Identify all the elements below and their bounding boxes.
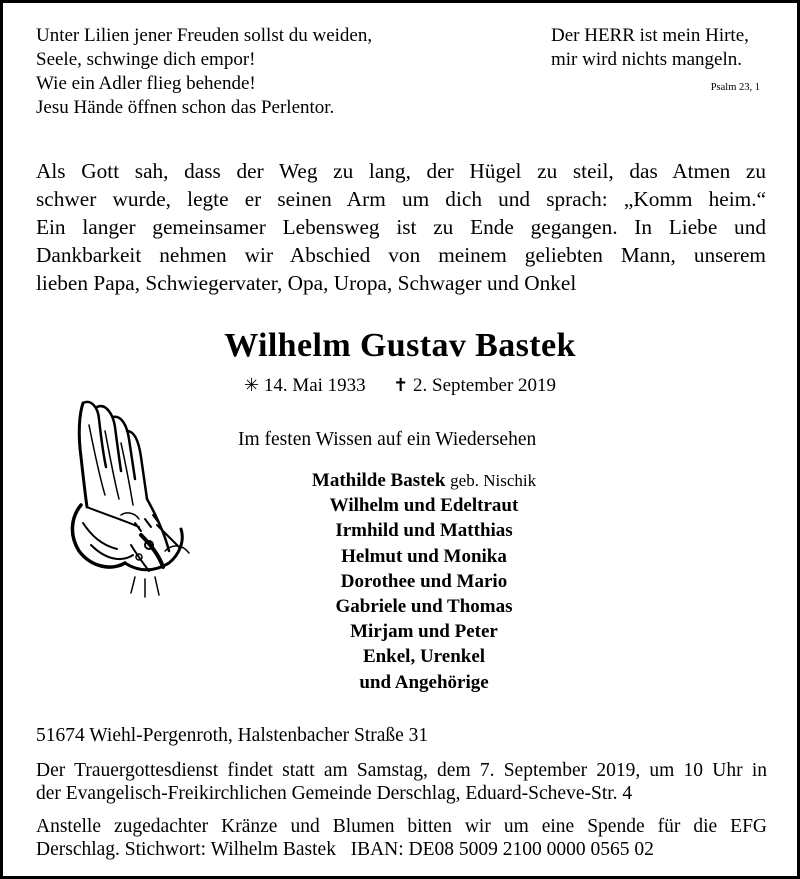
list-item: Enkel, Urenkel — [362, 646, 486, 668]
list-item: Wilhelm und Edeltraut — [329, 495, 519, 517]
poem-line: Jesu Hände öffnen schon das Perlentor. — [36, 97, 335, 118]
mourners-heading: Im festen Wissen auf ein Wiedersehen — [238, 429, 537, 450]
life-dates — [3, 375, 797, 397]
list-item: Mirjam und Peter — [350, 621, 498, 643]
poem-line: Unter Lilien jener Freuden sollst du weiden, — [36, 25, 373, 46]
mourners-list — [233, 468, 615, 695]
widow-name: Mathilde Bastek — [311, 470, 446, 491]
deceased-name: Wilhelm Gustav Bastek — [224, 327, 576, 364]
list-item — [233, 468, 615, 493]
psalm-line: Der HERR ist mein Hirte, — [551, 25, 749, 46]
intro-line: Dankbarkeit nehmen wir Abschied von meinem geliebten Mann, unserem — [36, 243, 766, 267]
psalm-quote — [551, 24, 749, 72]
psalm-line: mir wird nichts mangeln. — [551, 49, 743, 70]
death-date: 2. September 2019 — [413, 375, 557, 396]
poem-line: Wie ein Adler flieg behende! — [36, 73, 256, 94]
birth-star-icon: ✳ — [243, 375, 260, 396]
donation-info — [36, 815, 767, 861]
donation-line: Derschlag. Stichwort: Wilhelm Bastek IBAN: DE08 5009 2100 0000 0565 02 — [36, 839, 654, 860]
intro-line: Als Gott sah, dass der Weg zu lang, der Hügel zu steil, das Atmen zu — [36, 159, 766, 183]
donation-line: Anstelle zugedachter Kränze und Blumen bitten wir um eine Spende für die EFG — [36, 816, 767, 837]
service-line: der Evangelisch-Freikirchlichen Gemeinde Derschlag, Eduard-Scheve-Str. 4 — [36, 783, 633, 804]
death-cross-icon: ✝ — [393, 375, 409, 396]
list-item: Helmut und Monika — [341, 545, 507, 567]
address: 51674 Wiehl-Pergenroth, Halstenbacher Straße 31 — [36, 725, 429, 746]
service-info — [36, 759, 767, 805]
list-item: Dorothee und Mario — [340, 570, 508, 592]
intro-line: Ein langer gemeinsamer Lebensweg ist zu Ende gegangen. In Liebe und — [36, 215, 766, 239]
service-line: Der Trauergottesdienst findet statt am Samstag, dem 7. September 2019, um 10 Uhr in — [36, 760, 767, 781]
praying-hands-icon — [61, 395, 196, 610]
widow-maiden-name: geb. Nischik — [450, 471, 537, 490]
intro-paragraph — [36, 157, 766, 297]
intro-line: schwer wurde, legte er seinen Arm um dich und sprach: „Komm heim.“ — [36, 187, 766, 211]
list-item: Gabriele und Thomas — [335, 596, 513, 618]
list-item: und Angehörige — [359, 671, 489, 693]
poem — [36, 24, 372, 120]
poem-line: Seele, schwinge dich empor! — [36, 49, 256, 70]
psalm-reference: Psalm 23, 1 — [710, 82, 760, 93]
birth-date: 14. Mai 1933 — [263, 375, 366, 396]
list-item: Irmhild und Matthias — [335, 520, 513, 542]
intro-line: lieben Papa, Schwiegervater, Opa, Uropa, Schwager und Onkel — [36, 271, 577, 295]
